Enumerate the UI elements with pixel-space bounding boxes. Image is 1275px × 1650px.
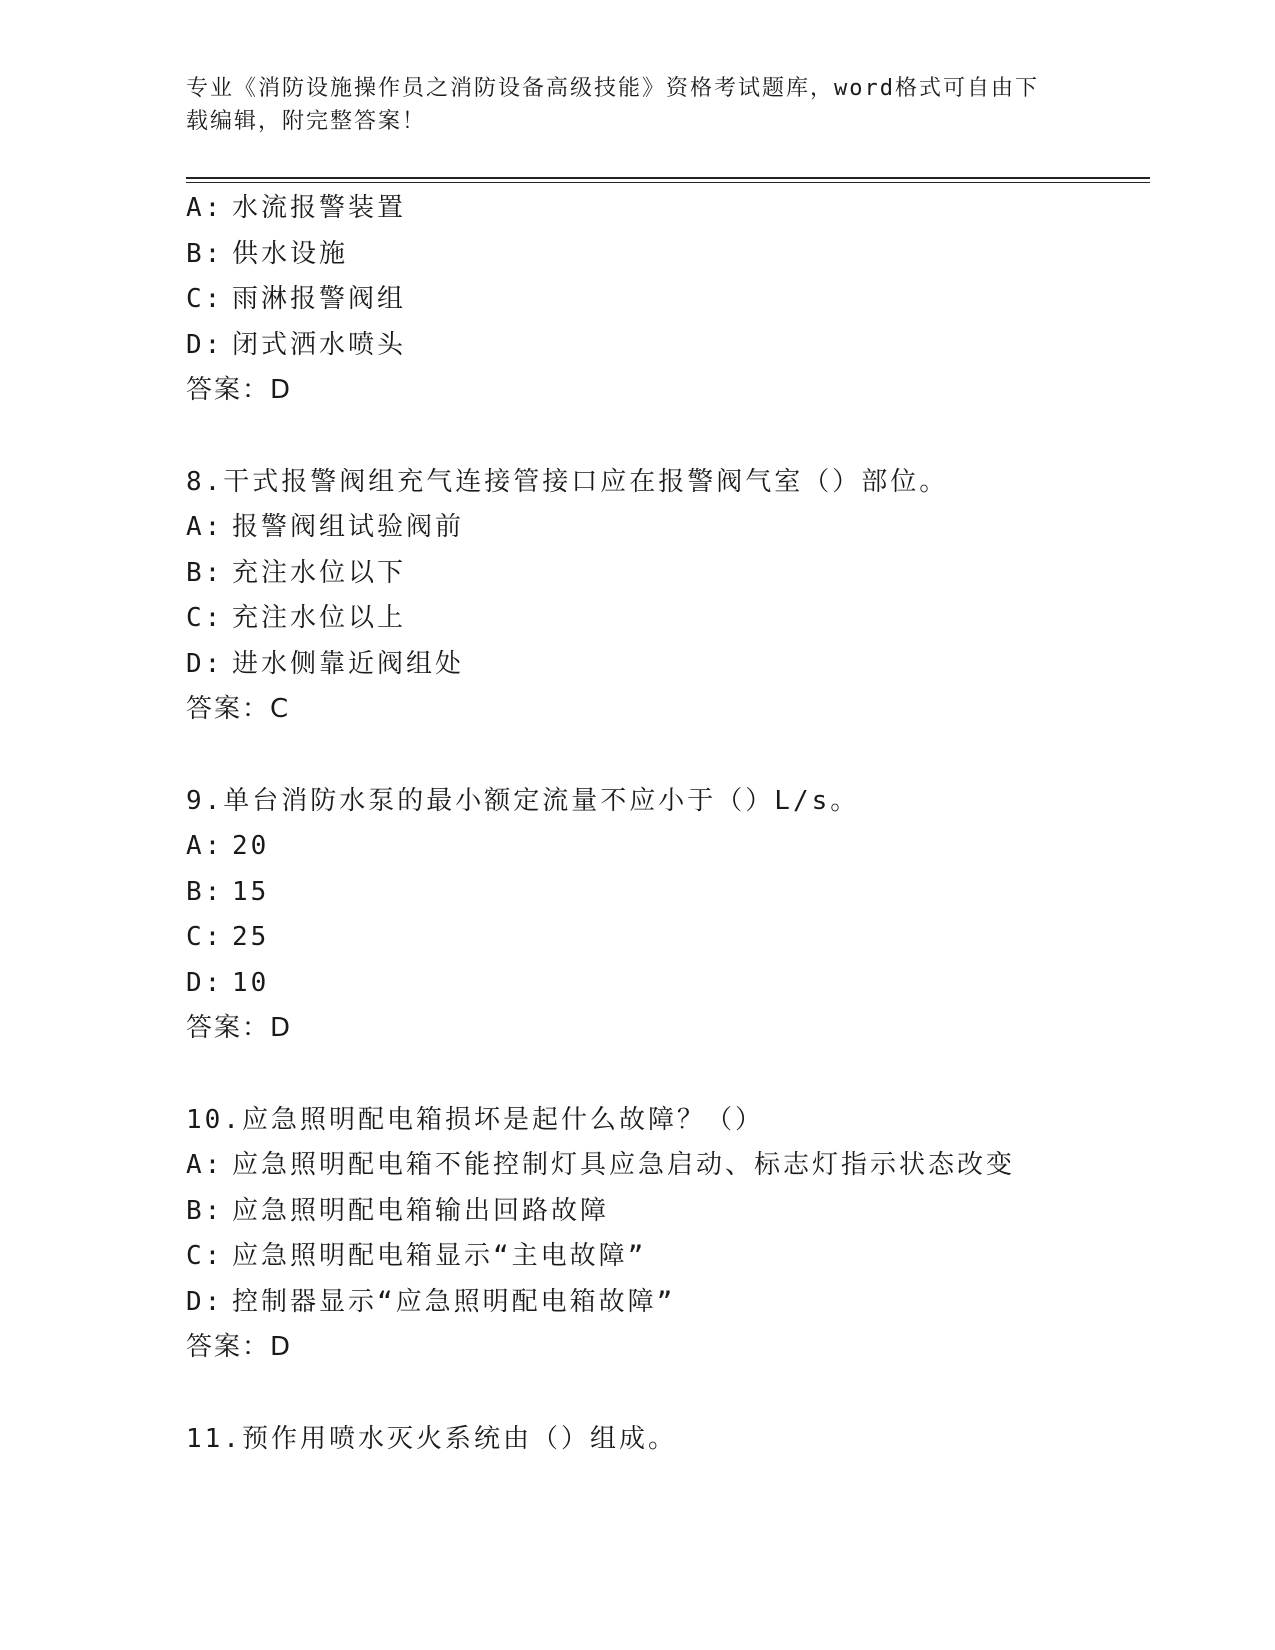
- question-7-continued: [186, 186, 1146, 414]
- question-list: [186, 186, 1146, 1462]
- option-b: B: 供水设施: [186, 238, 349, 269]
- option-d: D: 进水侧靠近阀组处: [186, 648, 465, 679]
- option-c: C: 雨淋报警阀组: [186, 284, 407, 314]
- option-b: B: 应急照明配电箱输出回路故障: [186, 1195, 610, 1226]
- header-line-2: 载编辑，附完整答案！: [186, 109, 427, 134]
- option-a: A: 报警阀组试验阀前: [186, 512, 465, 542]
- option-b: B: 15: [186, 876, 270, 907]
- question-9: [186, 779, 1146, 1052]
- header-divider-thick: [186, 177, 1150, 179]
- document-header: [186, 72, 1066, 138]
- answer-line: 答案：D: [186, 1013, 293, 1043]
- answer-line: 答案：D: [186, 375, 293, 405]
- question-stem: 10.应急照明配电箱损坏是起什么故障？（）: [186, 1104, 764, 1135]
- question-stem: 8.干式报警阀组充气连接管接口应在报警阀气室（）部位。: [186, 466, 949, 497]
- option-a: A: 应急照明配电箱不能控制灯具应急启动、标志灯指示状态改变: [186, 1150, 1016, 1180]
- option-d: D: 闭式洒水喷头: [186, 329, 407, 360]
- question-8: [186, 460, 1146, 733]
- option-d: D: 10: [186, 967, 270, 998]
- question-11: [186, 1417, 1146, 1463]
- option-a: A: 水流报警装置: [186, 193, 407, 223]
- header-divider-thin: [186, 182, 1150, 183]
- option-d: D: 控制器显示“应急照明配电箱故障”: [186, 1286, 676, 1317]
- question-stem: 11.预作用喷水灭火系统由（）组成。: [186, 1423, 677, 1454]
- question-stem: 9.单台消防水泵的最小额定流量不应小于（）L/s。: [186, 785, 860, 816]
- option-a: A: 20: [186, 831, 270, 861]
- option-c: C: 25: [186, 922, 270, 952]
- option-c: C: 充注水位以上: [186, 603, 407, 633]
- answer-line: 答案：D: [186, 1332, 293, 1362]
- option-b: B: 充注水位以下: [186, 557, 407, 588]
- question-10: [186, 1098, 1146, 1371]
- header-line-1: 专业《消防设施操作员之消防设备高级技能》资格考试题库，word格式可自由下: [186, 76, 1039, 101]
- option-c: C: 应急照明配电箱显示“主电故障”: [186, 1241, 647, 1271]
- answer-line: 答案：C: [186, 694, 291, 724]
